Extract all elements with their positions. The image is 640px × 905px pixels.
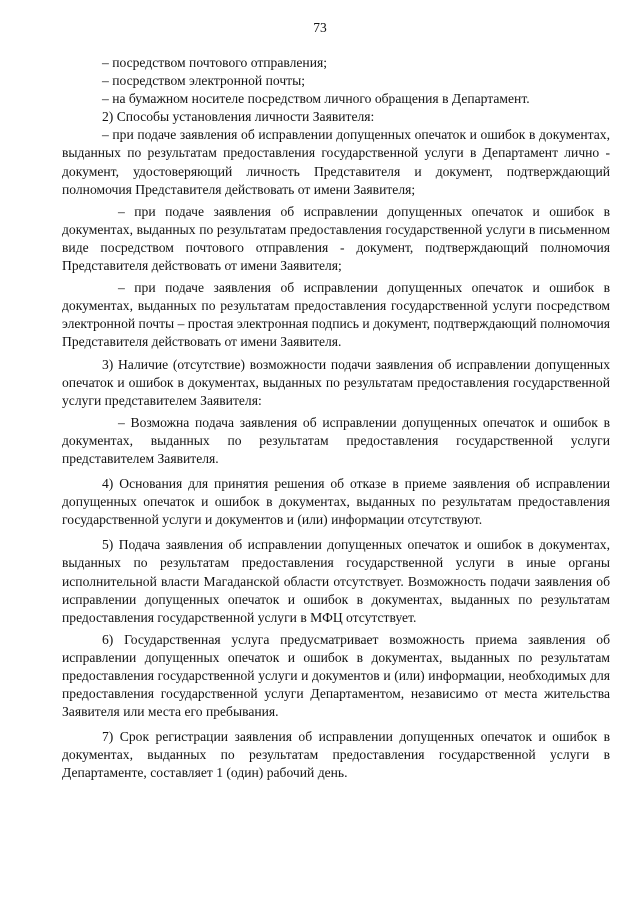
section-2-bullet-email: – при подаче заявления об исправлении допущенных опечаток и ошибок в документах, выданных по результатам предоставления государственной услуги посредством электронной почты – простая электронная подпись и документ, подтверждающий полномочия Представителя действовать от имени Заявителя. (62, 280, 610, 350)
list-item-postal: – посредством почтового отправления; (102, 55, 328, 70)
list-item-in-person: – на бумажном носителе посредством личного обращения в Департамент. (102, 91, 530, 107)
section-3-bullet: – Возможна подача заявления об исправлении допущенных опечаток и ошибок в документах, выданных по результатам предоставления государственной услуги представителем Заявителя. (62, 414, 610, 466)
section-6-paragraph: 6) Государственная услуга предусматривает возможность приема заявления об исправлении допущенных опечаток и ошибок в документах, выданных по результатам предоставления государственной услуги и документов и (или) информации, необходимых для предоставления государственной услуги Департаментом, независимо от места жительства Заявителя или места его пребывания. (62, 631, 610, 720)
section-3-paragraph: 3) Наличие (отсутствие) возможности подачи заявления об исправлении допущенных опечаток и ошибок в документах, выданных по результатам предоставления государственной услуги представителем Заявителя: (62, 356, 610, 408)
page-number: 73 (313, 20, 327, 35)
section-2-heading: 2) Способы установления личности Заявителя: (102, 109, 375, 125)
section-4-paragraph: 4) Основания для принятия решения об отказе в приеме заявления об исправлении допущенных опечаток и ошибок в документах, выданных по результатам предоставления государственной услуги и документов и (или) информации отсутствуют. (62, 476, 610, 528)
list-item-email: – посредством электронной почты; (102, 73, 306, 89)
section-7-paragraph: 7) Срок регистрации заявления об исправлении допущенных опечаток и ошибок в документах, выданных по результатам предоставления государственной услуги в Департаменте, составляет 1 (один) рабочий день. (62, 729, 610, 781)
section-2-bullet-postal: – при подаче заявления об исправлении допущенных опечаток и ошибок в документах, выданных по результатам предоставления государственной услуги в письменном виде посредством почтового отправления - документ, подтверждающий полномочия Представителя действовать от имени Заявителя; (62, 203, 610, 274)
document-body (62, 54, 610, 783)
section-2-bullet-in-person: – при подаче заявления об исправлении допущенных опечаток и ошибок в документах, выданных по результатам предоставления государственной услуги в Департамент лично - документ, удостоверяющий личность Представителя и документ, подтверждающий полномочия Представителя действовать от имени Заявителя; (62, 127, 610, 197)
section-5-paragraph: 5) Подача заявления об исправлении допущенных опечаток и ошибок в документах, выданных по результатам предоставления государственной услуги в иные органы исполнительной власти Магаданской области отсутствует. Возможность подачи заявления об исправлении допущенных опечаток и ошибок в документах, выданных по результатам предоставления государственной услуги в МФЦ отсутствует. (62, 537, 610, 625)
